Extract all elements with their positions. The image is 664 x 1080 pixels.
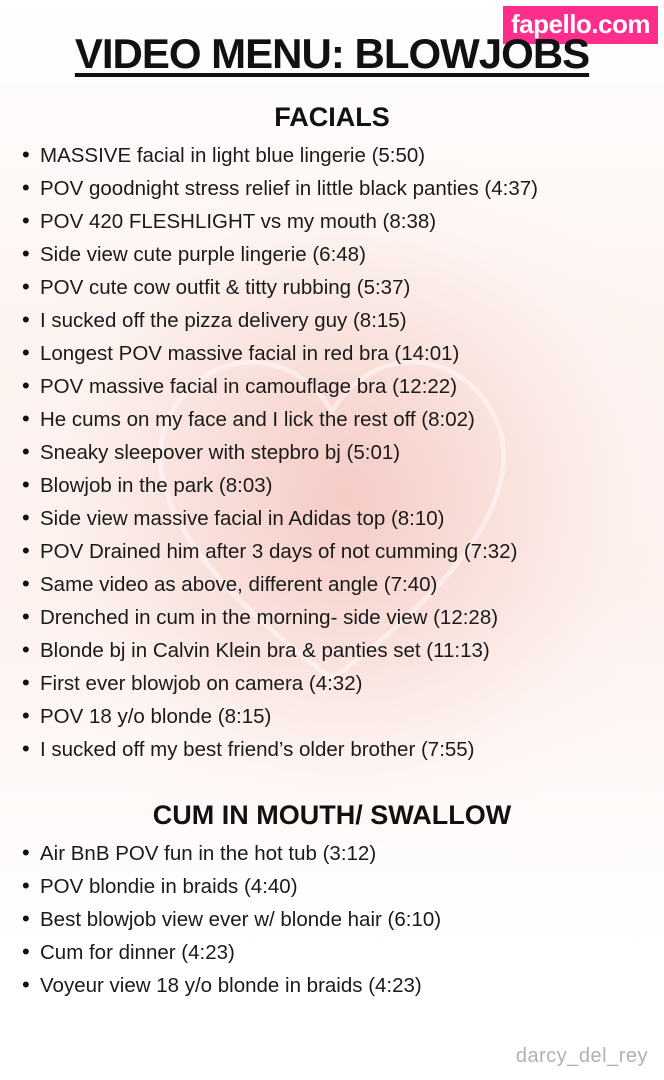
list-item: • POV 18 y/o blonde (8:15) (14, 700, 654, 733)
list-item: • First ever blowjob on camera (4:32) (14, 667, 654, 700)
list-item: • MASSIVE facial in light blue lingerie (5:50) (14, 139, 654, 172)
list-item: • Side view cute purple lingerie (6:48) (14, 238, 654, 271)
section-cum-in-mouth-swallow (0, 766, 664, 1002)
list-item: • Blowjob in the park (8:03) (14, 469, 654, 502)
list-item: • Same video as above, different angle (7:40) (14, 568, 654, 601)
list-item: • POV massive facial in camouflage bra (12:22) (14, 370, 654, 403)
list-item: • He cums on my face and I lick the rest off (8:02) (14, 403, 654, 436)
list-item: • Cum for dinner (4:23) (14, 936, 654, 969)
list-item: • POV goodnight stress relief in little black panties (4:37) (14, 172, 654, 205)
section-facials (0, 80, 664, 766)
list-item: • POV 420 FLESHLIGHT vs my mouth (8:38) (14, 205, 654, 238)
list-item: • Drenched in cum in the morning- side view (12:28) (14, 601, 654, 634)
section-heading-facials: FACIALS (274, 102, 390, 132)
video-list-facials (0, 139, 664, 766)
list-item: • Longest POV massive facial in red bra (14:01) (14, 337, 654, 370)
list-item: • POV Drained him after 3 days of not cumming (7:32) (14, 535, 654, 568)
list-item: • POV cute cow outfit & titty rubbing (5:37) (14, 271, 654, 304)
video-list-cum-in-mouth-swallow (0, 837, 664, 1002)
list-item: • Blonde bj in Calvin Klein bra & panties set (11:13) (14, 634, 654, 667)
list-item: • Sneaky sleepover with stepbro bj (5:01) (14, 436, 654, 469)
list-item: • Air BnB POV fun in the hot tub (3:12) (14, 837, 654, 870)
list-item: • Voyeur view 18 y/o blonde in braids (4:23) (14, 969, 654, 1002)
footer-handle: darcy_del_rey (515, 1045, 648, 1067)
page-title: VIDEO MENU: BLOWJOBS (74, 30, 590, 77)
section-heading-cum-in-mouth-swallow: CUM IN MOUTH/ SWALLOW (152, 800, 512, 830)
list-item: • I sucked off my best friend’s older brother (7:55) (14, 733, 654, 766)
list-item: • POV blondie in braids (4:40) (14, 870, 654, 903)
brand-badge: fapello.com (503, 6, 658, 44)
list-item: • Side view massive facial in Adidas top (8:10) (14, 502, 654, 535)
list-item: • I sucked off the pizza delivery guy (8:15) (14, 304, 654, 337)
list-item: • Best blowjob view ever w/ blonde hair (6:10) (14, 903, 654, 936)
